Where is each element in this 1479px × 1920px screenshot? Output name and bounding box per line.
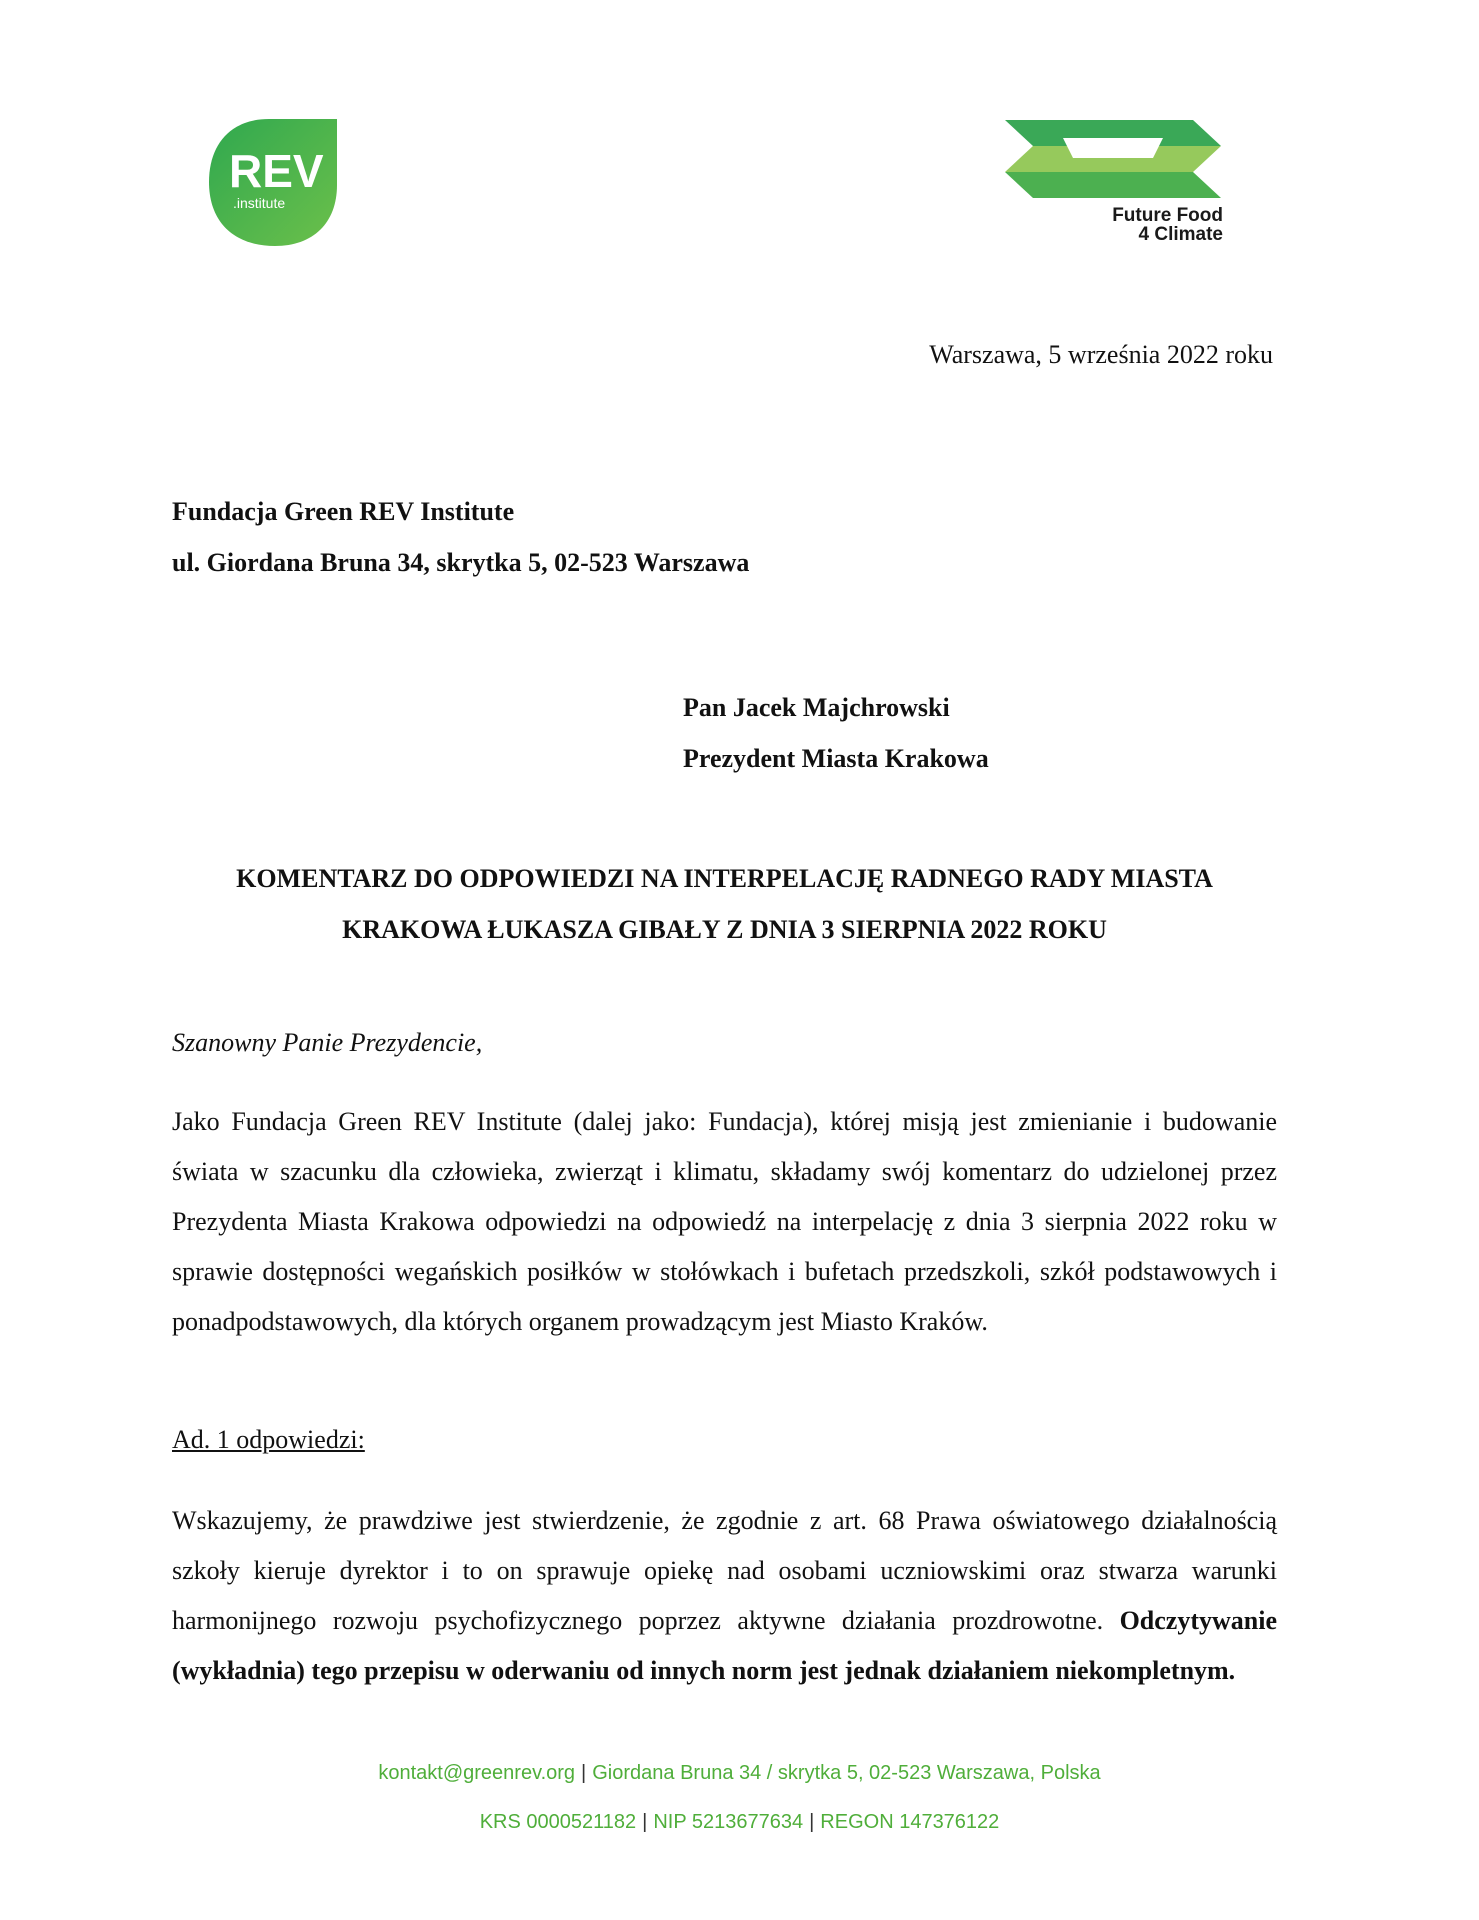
future-food-line1: Future Food bbox=[1112, 205, 1223, 226]
rev-institute-logo bbox=[209, 119, 337, 246]
footer-contact-line bbox=[0, 1762, 1479, 1785]
rev-logo-mark bbox=[209, 119, 337, 246]
paragraph-ad1-bold: Odczytywanie (wykładnia) tego przepisu w oderwaniu od innych norm jest jednak działaniem niekompletnym. bbox=[172, 1606, 1277, 1685]
footer-separator: | bbox=[581, 1762, 587, 1784]
future-food-line2: 4 Climate bbox=[1138, 224, 1223, 245]
footer-email: kontakt@greenrev.org bbox=[378, 1762, 576, 1784]
footer-separator: | bbox=[642, 1811, 648, 1833]
sender-name: Fundacja Green REV Institute bbox=[172, 497, 515, 526]
paragraph-ad1 bbox=[172, 1496, 1277, 1696]
paragraph-ad1-text: Wskazujemy, że prawdziwe jest stwierdzenie, że zgodnie z art. 68 Prawa oświatowego działalnością szkoły kieruje dyrektor i to on sprawuje opiekę nad osobami uczniowskimi oraz stwarza warunki harmonijnego rozwoju psychofizycznego poprzez aktywne działania prozdrowotne. bbox=[172, 1506, 1277, 1635]
rev-logo-subtext: .institute bbox=[233, 195, 286, 211]
paragraph-intro: Jako Fundacja Green REV Institute (dalej jako: Fundacja), której misją jest zmienianie i budowanie świata w szacunku dla człowieka, zwierząt i klimatu, składamy swój komentarz do udzielonej przez Prezydenta Miasta Krakowa odpowiedzi na odpowiedź na interpelację z dnia 3 sierpnia 2022 roku w sprawie dostępności wegańskich posiłków w stołówkach i bufetach przedszkoli, szkół podstawowych i ponadpodstawowych, dla których organem prowadzącym jest Miasto Kraków. bbox=[172, 1107, 1277, 1336]
letter-date: Warszawa, 5 września 2022 roku bbox=[929, 340, 1273, 369]
recipient-title: Prezydent Miasta Krakowa bbox=[683, 744, 989, 773]
heading-line-2: KRAKOWA ŁUKASZA GIBAŁY Z DNIA 3 SIERPNIA 2022 ROKU bbox=[342, 915, 1107, 944]
sender-block bbox=[172, 486, 749, 588]
heading-line-1: KOMENTARZ DO ODPOWIEDZI NA INTERPELACJĘ RADNEGO RADY MIASTA bbox=[236, 864, 1213, 893]
section-subheading: Ad. 1 odpowiedzi: bbox=[172, 1425, 365, 1454]
footer-registration-line bbox=[0, 1811, 1479, 1834]
rev-logo-text: REV bbox=[229, 145, 324, 197]
sender-address: ul. Giordana Bruna 34, skrytka 5, 02-523 Warszawa bbox=[172, 548, 750, 577]
footer-nip: NIP 5213677634 bbox=[653, 1811, 804, 1833]
footer-separator: | bbox=[809, 1811, 815, 1833]
salutation: Szanowny Panie Prezydencie, bbox=[172, 1028, 483, 1057]
recipient-name: Pan Jacek Majchrowski bbox=[683, 693, 950, 722]
footer-address: Giordana Bruna 34 / skrytka 5, 02-523 Warszawa, Polska bbox=[592, 1762, 1101, 1784]
future-food-ribbon-icon bbox=[1003, 118, 1225, 202]
letter-heading bbox=[172, 853, 1277, 955]
footer-regon: REGON 147376122 bbox=[820, 1811, 1000, 1833]
footer-krs: KRS 0000521182 bbox=[479, 1811, 637, 1833]
recipient-block bbox=[683, 682, 989, 784]
future-food-4-climate-logo bbox=[1003, 118, 1225, 248]
